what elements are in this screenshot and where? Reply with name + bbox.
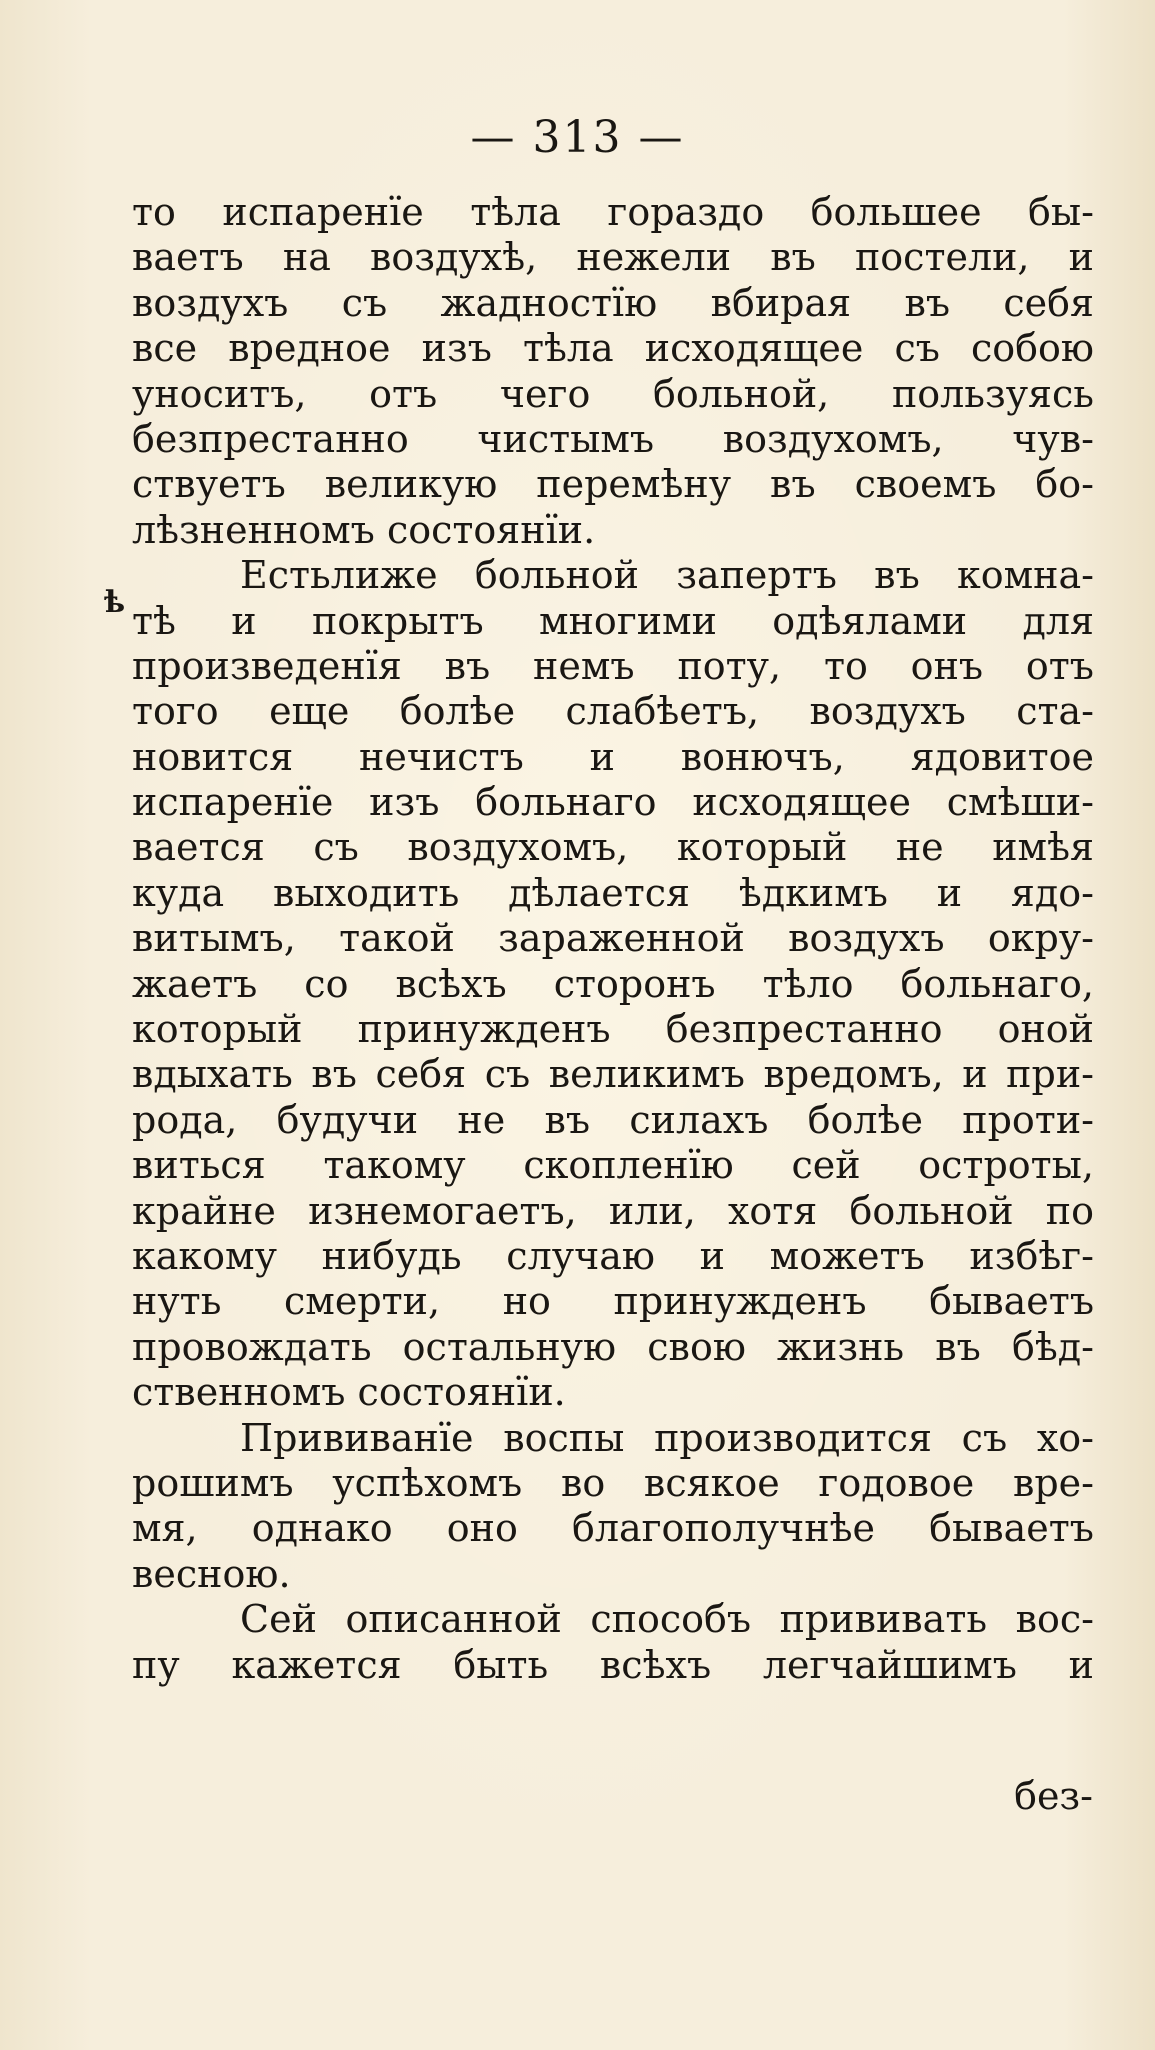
text-line: воздухъ съ жадностїю вбирая въ себя	[132, 280, 1094, 325]
text-line: Естьлиже больной запертъ въ комна-	[240, 553, 1094, 598]
text-line: тѣ и покрытъ многими одѣялами для	[132, 598, 1094, 643]
text-line: рода, будучи не въ силахъ болѣе проти-	[132, 1097, 1094, 1142]
text-line: ствуетъ великую перемѣну въ своемъ бо-	[132, 462, 1094, 507]
margin-mark: ѣ	[104, 585, 126, 620]
text-line: безпрестанно чистымъ воздухомъ, чув-	[132, 416, 1094, 461]
text-line: витымъ, такой зараженной воздухъ окру-	[132, 916, 1094, 961]
text-line: куда выходить дѣлается ѣдкимъ и ядо-	[132, 870, 1094, 915]
text-line: испаренїе изъ больнаго исходящее смѣши-	[132, 780, 1094, 825]
text-line: нуть смерти, но принужденъ бываетъ	[132, 1279, 1094, 1324]
text-line: произведенїя въ немъ поту, то онъ отъ	[132, 643, 1094, 688]
text-line: Сей описанной способъ прививать вос-	[240, 1597, 1094, 1642]
page-number: — 313 —	[470, 112, 685, 163]
text-line: того еще болѣе слабѣетъ, воздухъ ста-	[132, 689, 1094, 734]
text-line: ственномъ состоянїи.	[132, 1370, 566, 1415]
text-line: то испаренїе тѣла гораздо большее бы-	[132, 190, 1094, 234]
text-line: вается съ воздухомъ, который не имѣя	[132, 825, 1094, 870]
text-line: все вредное изъ тѣла исходящее съ собою	[132, 326, 1094, 371]
text-line: крайне изнемогаетъ, или, хотя больной по	[132, 1188, 1094, 1233]
text-line: уноситъ, отъ чего больной, пользуясь	[132, 371, 1094, 416]
text-line: Прививанїе воспы производится съ хо-	[240, 1415, 1094, 1460]
text-line: какому нибудь случаю и можетъ избѣг-	[132, 1233, 1094, 1278]
text-line: виться такому скопленїю сей остроты,	[132, 1143, 1094, 1188]
text-line: весною.	[132, 1551, 291, 1596]
text-line: пу кажется быть всѣхъ легчайшимъ и	[132, 1642, 1094, 1687]
text-line: новится нечистъ и вонючъ, ядовитое	[132, 734, 1094, 779]
body-text	[132, 190, 1094, 1688]
text-line: жаетъ со всѣхъ сторонъ тѣло больнаго,	[132, 961, 1094, 1006]
text-line: рошимъ успѣхомъ во всякое годовое вре-	[132, 1460, 1094, 1505]
text-line: провождать остальную свою жизнь въ бѣд-	[132, 1324, 1094, 1369]
text-line: вдыхать въ себя съ великимъ вредомъ, и при-	[132, 1052, 1094, 1097]
text-line: который принужденъ безпрестанно оной	[132, 1007, 1094, 1052]
text-line: лѣзненномъ состоянїи.	[132, 507, 596, 552]
text-line: мя, однако оно благополучнѣе бываетъ	[132, 1506, 1094, 1551]
text-line: ваетъ на воздухѣ, нежели въ постели, и	[132, 235, 1094, 280]
catchword: без-	[1014, 1774, 1093, 1818]
